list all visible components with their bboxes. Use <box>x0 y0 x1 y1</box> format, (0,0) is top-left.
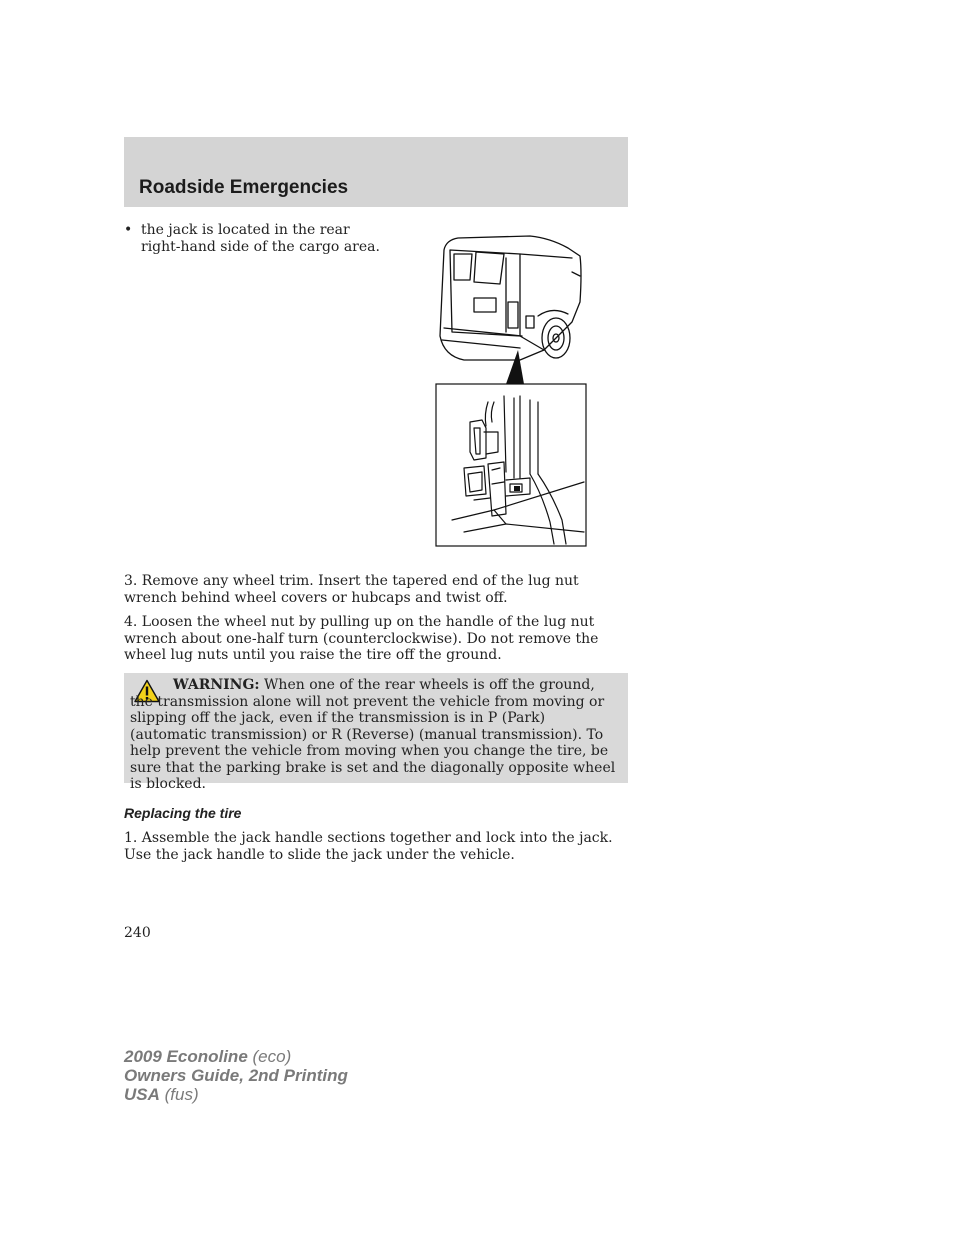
van-jack-location-illustration <box>434 232 594 550</box>
page-number: 240 <box>124 925 151 941</box>
footer-line-2 <box>124 1066 348 1085</box>
warning-box <box>124 673 628 792</box>
footer-market-code: (fus) <box>164 1085 199 1104</box>
footer-market: USA <box>124 1085 160 1104</box>
warning-body: When one of the rear wheels is off the ground, the transmission alone will not prevent the vehicle from moving or slipping off the jack, even if the transmission is in P (Park) (automatic transmission) or R (Reverse) (manual transmission). To help prevent the vehicle from moving when you change the tire, be sure that the parking brake is set and the diagonally opposite wheel is blocked. <box>130 677 616 792</box>
section-header-band <box>124 137 628 207</box>
document-footer <box>124 1047 348 1104</box>
footer-line-1 <box>124 1047 348 1066</box>
section-title: Roadside Emergencies <box>139 177 349 198</box>
bullet-marker: • <box>124 222 133 238</box>
footer-model: 2009 Econoline <box>124 1047 248 1066</box>
warning-text <box>130 677 620 793</box>
warning-label: WARNING: <box>173 677 260 693</box>
replacing-tire-heading: Replacing the tire <box>124 805 242 821</box>
footer-guide: Owners Guide, 2nd Printing <box>124 1066 348 1085</box>
step-4-text: 4. Loosen the wheel nut by pulling up on the handle of the lug nut wrench about one-half turn (counterclockwise). Do not remove the wheel lug nuts until you raise the tire off the ground. <box>124 614 599 663</box>
bullet-text: the jack is located in the rear right-hand side of the cargo area. <box>141 222 380 255</box>
jack-location-bullet <box>124 222 384 255</box>
replacing-step-1-text: 1. Assemble the jack handle sections together and lock into the jack. Use the jack handle to slide the jack under the vehicle. <box>124 830 613 863</box>
step-3-text: 3. Remove any wheel trim. Insert the tapered end of the lug nut wrench behind wheel covers or hubcaps and twist off. <box>124 573 579 606</box>
footer-line-3 <box>124 1085 348 1104</box>
footer-model-code: (eco) <box>252 1047 292 1066</box>
